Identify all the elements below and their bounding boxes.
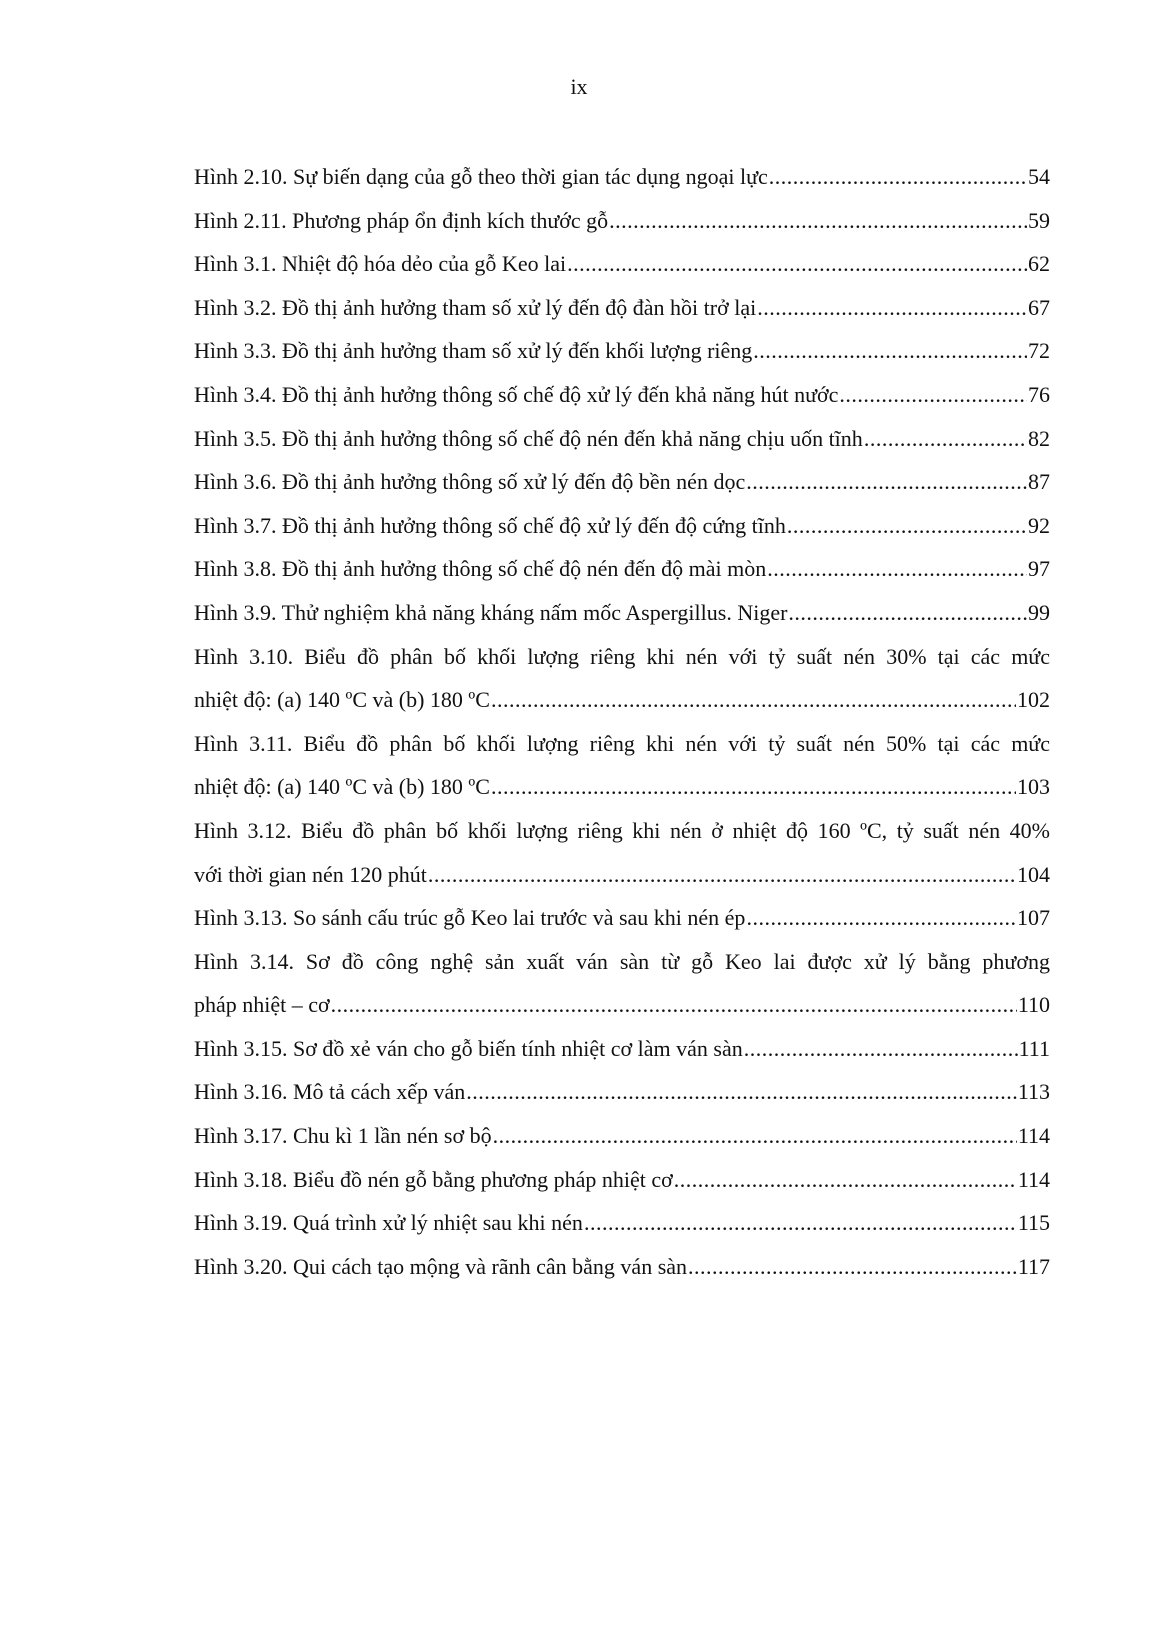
toc-entry[interactable] (194, 1245, 1050, 1289)
toc-entry[interactable] (194, 155, 1050, 199)
entry-page: 92 (1028, 512, 1050, 538)
entry-page: 97 (1028, 556, 1050, 582)
leader-dots (331, 983, 1017, 1027)
entry-page: 114 (1017, 1166, 1050, 1192)
toc-entry[interactable] (194, 678, 1050, 722)
entry-caption: nhiệt độ: (a) 140 ºC và (b) 180 ºC (194, 774, 490, 800)
entry-page: 107 (1017, 905, 1050, 931)
leader-dots (609, 199, 1027, 243)
entry-page: 114 (1017, 1123, 1050, 1149)
toc-entry[interactable] (194, 504, 1050, 548)
toc-entry[interactable] (194, 1114, 1050, 1158)
leader-dots (744, 1027, 1018, 1071)
toc-entry[interactable] (194, 983, 1050, 1027)
entry-caption: Hình 3.8. Đồ thị ảnh hưởng thông số chế độ nén đến độ mài mòn (194, 556, 767, 582)
entry-page: 67 (1028, 294, 1050, 320)
toc-entry[interactable] (194, 242, 1050, 286)
toc-entry[interactable] (194, 417, 1050, 461)
leader-dots (428, 853, 1016, 897)
toc-entry[interactable] (194, 286, 1050, 330)
entry-caption: Hình 3.9. Thử nghiệm khả năng kháng nấm mốc Aspergillus. Niger (194, 599, 788, 625)
entry-caption: Hình 3.15. Sơ đồ xẻ ván cho gỗ biến tính nhiệt cơ làm ván sàn (194, 1035, 743, 1061)
leader-dots (746, 460, 1027, 504)
leader-dots (746, 896, 1016, 940)
entry-caption: với thời gian nén 120 phút (194, 861, 427, 887)
leader-dots (674, 1158, 1017, 1202)
leader-dots (788, 591, 1027, 635)
toc-entry-first-line[interactable]: Hình 3.14. Sơ đồ công nghệ sản xuất ván sàn từ gỗ Keo lai được xử lý bằng phương (194, 948, 1050, 974)
leader-dots (491, 678, 1016, 722)
entry-page: 104 (1017, 861, 1050, 887)
entry-caption: Hình 3.6. Đồ thị ảnh hưởng thông số xử lý đến độ bền nén dọc (194, 469, 746, 495)
toc-entry[interactable] (194, 591, 1050, 635)
toc-entry-first-line[interactable]: Hình 3.10. Biểu đồ phân bố khối lượng riêng khi nén với tỷ suất nén 30% tại các mức (194, 643, 1050, 669)
toc-entry[interactable] (194, 765, 1050, 809)
entry-page: 103 (1017, 774, 1050, 800)
entry-caption: Hình 2.10. Sự biến dạng của gỗ theo thời gian tác dụng ngoại lực (194, 164, 768, 189)
leader-dots (839, 373, 1027, 417)
entry-page: 54 (1028, 164, 1050, 189)
entry-caption: nhiệt độ: (a) 140 ºC và (b) 180 ºC (194, 687, 490, 713)
leader-dots (864, 417, 1027, 461)
entry-caption: Hình 3.17. Chu kì 1 lần nén sơ bộ (194, 1123, 492, 1149)
entry-page: 76 (1028, 381, 1050, 407)
entry-page: 111 (1018, 1035, 1050, 1061)
entry-caption: Hình 3.16. Mô tả cách xếp ván (194, 1079, 466, 1105)
entry-caption: Hình 3.7. Đồ thị ảnh hưởng thông số chế độ xử lý đến độ cứng tĩnh (194, 512, 786, 538)
entry-caption: Hình 3.18. Biểu đồ nén gỗ bằng phương pháp nhiệt cơ (194, 1166, 673, 1192)
entry-page: 82 (1028, 425, 1050, 451)
toc-entry-first-line[interactable]: Hình 3.11. Biểu đồ phân bố khối lượng riêng khi nén với tỷ suất nén 50% tại các mức (194, 730, 1050, 756)
toc-entry[interactable] (194, 547, 1050, 591)
toc-entry[interactable] (194, 896, 1050, 940)
entry-caption: pháp nhiệt – cơ (194, 992, 330, 1018)
leader-dots (753, 329, 1027, 373)
leader-dots (584, 1201, 1017, 1245)
entry-caption: Hình 3.20. Qui cách tạo mộng và rãnh cân bằng ván sàn (194, 1253, 688, 1279)
leader-dots (466, 1070, 1017, 1114)
toc-entry[interactable] (194, 460, 1050, 504)
leader-dots (787, 504, 1027, 548)
leader-dots (767, 547, 1027, 591)
toc-entry[interactable] (194, 853, 1050, 897)
entry-caption: Hình 3.5. Đồ thị ảnh hưởng thông số chế độ nén đến khả năng chịu uốn tĩnh (194, 425, 863, 451)
entry-page: 110 (1017, 992, 1050, 1018)
toc-entry[interactable] (194, 1027, 1050, 1071)
entry-caption: Hình 3.4. Đồ thị ảnh hưởng thông số chế độ xử lý đến khả năng hút nước (194, 381, 839, 407)
entry-caption: Hình 3.2. Đồ thị ảnh hưởng tham số xử lý đến độ đàn hồi trở lại (194, 294, 757, 320)
leader-dots (688, 1245, 1017, 1289)
entry-page: 99 (1028, 599, 1050, 625)
toc-entry[interactable] (194, 1158, 1050, 1202)
leader-dots (757, 286, 1027, 330)
toc-entry[interactable] (194, 1070, 1050, 1114)
toc-entry[interactable] (194, 373, 1050, 417)
entry-page: 72 (1028, 338, 1050, 364)
entry-page: 62 (1028, 251, 1050, 277)
entry-caption: Hình 2.11. Phương pháp ổn định kích thước gỗ (194, 207, 609, 233)
entry-page: 102 (1017, 687, 1050, 713)
entry-page: 59 (1028, 207, 1050, 233)
entry-page: 115 (1017, 1210, 1050, 1236)
list-of-figures (194, 155, 1050, 1288)
leader-dots (769, 155, 1027, 199)
entry-caption: Hình 3.1. Nhiệt độ hóa dẻo của gỗ Keo lai (194, 251, 567, 277)
toc-entry[interactable] (194, 199, 1050, 243)
entry-page: 113 (1017, 1079, 1050, 1105)
toc-entry-first-line[interactable]: Hình 3.12. Biểu đồ phân bố khối lượng riêng khi nén ở nhiệt độ 160 ºC, tỷ suất nén 40% (194, 817, 1050, 843)
page-number: ix (570, 74, 588, 99)
leader-dots (491, 765, 1016, 809)
entry-page: 87 (1028, 469, 1050, 495)
entry-caption: Hình 3.13. So sánh cấu trúc gỗ Keo lai trước và sau khi nén ép (194, 905, 746, 931)
entry-caption: Hình 3.3. Đồ thị ảnh hưởng tham số xử lý đến khối lượng riêng (194, 338, 753, 364)
toc-entry[interactable] (194, 329, 1050, 373)
entry-page: 117 (1017, 1253, 1050, 1279)
leader-dots (493, 1114, 1017, 1158)
entry-caption: Hình 3.19. Quá trình xử lý nhiệt sau khi nén (194, 1210, 583, 1236)
leader-dots (567, 242, 1027, 286)
toc-entry[interactable] (194, 1201, 1050, 1245)
